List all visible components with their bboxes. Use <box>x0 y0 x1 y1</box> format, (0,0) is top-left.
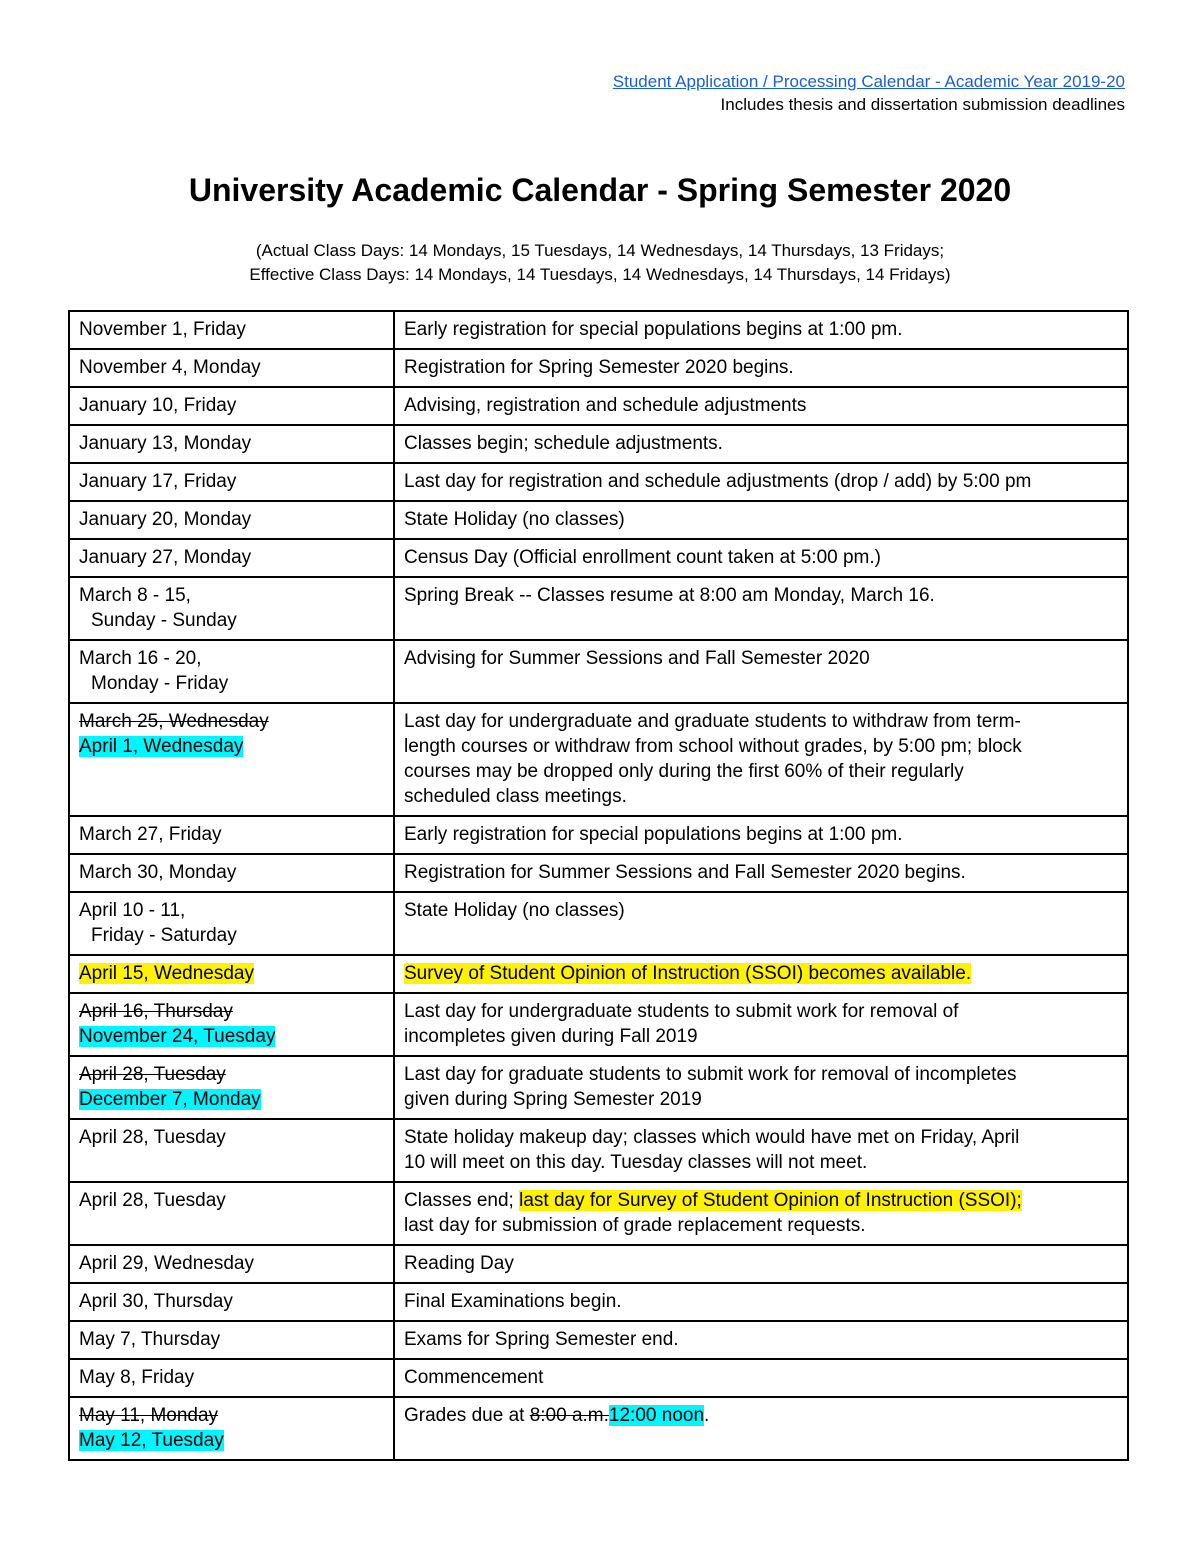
date-old: April 28, Tuesday <box>79 1064 226 1085</box>
actual-class-days: (Actual Class Days: 14 Mondays, 15 Tuesdays, 14 Wednesdays, 14 Thursdays, 13 Fridays; <box>255 241 945 260</box>
event: Classes begin; schedule adjustments. <box>404 433 723 454</box>
table-row <box>69 703 1128 816</box>
date: January 27, Monday <box>79 547 252 568</box>
date: November 4, Monday <box>79 357 261 378</box>
event-cell <box>394 1283 1128 1321</box>
event-line: 10 will meet on this day. Tuesday classes will not meet. <box>404 1152 868 1173</box>
date: January 10, Friday <box>79 395 237 416</box>
event-cell <box>394 1359 1128 1397</box>
date-cell <box>69 955 394 993</box>
date: January 17, Friday <box>79 471 237 492</box>
date: April 29, Wednesday <box>79 1253 254 1274</box>
event-new-time: 12:00 noon <box>608 1405 705 1426</box>
event-cell <box>394 539 1128 577</box>
date: April 15, Wednesday <box>79 963 254 984</box>
event-cell <box>394 1397 1128 1460</box>
table-row <box>69 425 1128 463</box>
table-row <box>69 1397 1128 1460</box>
event-cell <box>394 349 1128 387</box>
table-row <box>69 640 1128 703</box>
date-new: April 1, Wednesday <box>79 736 244 757</box>
date-range-days: Sunday - Sunday <box>91 610 237 631</box>
event: Last day for registration and schedule adjustments (drop / add) by 5:00 pm <box>404 471 1032 492</box>
table-row <box>69 1321 1128 1359</box>
date-range-days: Friday - Saturday <box>91 925 237 946</box>
table-row <box>69 387 1128 425</box>
event-line: Last day for graduate students to submit work for removal of incompletes <box>404 1064 1017 1085</box>
table-row <box>69 539 1128 577</box>
table-row <box>69 1182 1128 1245</box>
event-line: length courses or withdraw from school without grades, by 5:00 pm; block <box>404 736 1022 757</box>
date-cell <box>69 425 394 463</box>
event-cell <box>394 1182 1128 1245</box>
event: Early registration for special populations begins at 1:00 pm. <box>404 319 903 340</box>
table-row <box>69 1283 1128 1321</box>
event-cell <box>394 816 1128 854</box>
table-row <box>69 501 1128 539</box>
date-cell <box>69 577 394 640</box>
date-old: March 25, Wednesday <box>79 711 269 732</box>
date-cell <box>69 816 394 854</box>
table-row <box>69 1056 1128 1119</box>
date-cell <box>69 349 394 387</box>
date-new: May 12, Tuesday <box>79 1430 224 1451</box>
calendar-table <box>68 310 1129 1461</box>
event-cell <box>394 854 1128 892</box>
event-line: courses may be dropped only during the first 60% of their regularly <box>404 761 964 782</box>
event-prefix: Classes end; <box>404 1190 520 1211</box>
event-cell <box>394 703 1128 816</box>
date-cell <box>69 501 394 539</box>
page-title: University Academic Calendar - Spring Semester 2020 <box>188 172 1012 208</box>
date-cell <box>69 1182 394 1245</box>
date-cell <box>69 539 394 577</box>
date-cell <box>69 1283 394 1321</box>
date-cell <box>69 640 394 703</box>
event-line: scheduled class meetings. <box>404 786 627 807</box>
table-row <box>69 1359 1128 1397</box>
event: Exams for Spring Semester end. <box>404 1329 679 1350</box>
event-line: given during Spring Semester 2019 <box>404 1089 702 1110</box>
event: Commencement <box>404 1367 544 1388</box>
event-old-time: 8:00 a.m. <box>529 1405 609 1426</box>
table-row <box>69 349 1128 387</box>
table-row <box>69 311 1128 349</box>
table-row <box>69 854 1128 892</box>
event-line: State holiday makeup day; classes which would have met on Friday, April <box>404 1127 1020 1148</box>
date: April 28, Tuesday <box>79 1190 226 1211</box>
header-note: Includes thesis and dissertation submission deadlines <box>720 95 1125 114</box>
date-range-days: Monday - Friday <box>91 673 229 694</box>
date-cell <box>69 892 394 955</box>
date-cell <box>69 1321 394 1359</box>
event: Reading Day <box>404 1253 514 1274</box>
date: April 28, Tuesday <box>79 1127 226 1148</box>
table-row <box>69 1119 1128 1182</box>
event-suffix: . <box>704 1405 710 1426</box>
date-cell <box>69 1397 394 1460</box>
date-range: March 16 - 20, <box>79 648 202 669</box>
date-cell <box>69 993 394 1056</box>
date-cell <box>69 1119 394 1182</box>
event-cell <box>394 955 1128 993</box>
table-row <box>69 1245 1128 1283</box>
date-new: December 7, Monday <box>79 1089 261 1110</box>
event-line: Last day for undergraduate and graduate students to withdraw from term- <box>404 711 1021 732</box>
event-cell <box>394 1245 1128 1283</box>
event-cell <box>394 425 1128 463</box>
table-row <box>69 577 1128 640</box>
event-cell <box>394 1056 1128 1119</box>
date: November 1, Friday <box>79 319 246 340</box>
event-cell <box>394 892 1128 955</box>
table-row <box>69 955 1128 993</box>
date-old: April 16, Thursday <box>79 1001 233 1022</box>
event: State Holiday (no classes) <box>404 900 625 921</box>
event: Advising, registration and schedule adjustments <box>404 395 807 416</box>
date-cell <box>69 703 394 816</box>
event: Final Examinations begin. <box>404 1291 622 1312</box>
date-range: April 10 - 11, <box>79 900 186 921</box>
event-highlight: last day for Survey of Student Opinion of Instruction (SSOI); <box>519 1190 1022 1211</box>
event-cell <box>394 311 1128 349</box>
event-cell <box>394 387 1128 425</box>
event-cell <box>394 577 1128 640</box>
date: May 7, Thursday <box>79 1329 221 1350</box>
date: March 27, Friday <box>79 824 222 845</box>
event: Early registration for special populations begins at 1:00 pm. <box>404 824 903 845</box>
event: Spring Break -- Classes resume at 8:00 am Monday, March 16. <box>404 585 935 606</box>
date: January 13, Monday <box>79 433 252 454</box>
event: Registration for Spring Semester 2020 begins. <box>404 357 794 378</box>
table-row <box>69 892 1128 955</box>
date-old: May 11, Monday <box>79 1405 219 1426</box>
date-cell <box>69 854 394 892</box>
event-line: last day for submission of grade replacement requests. <box>404 1215 866 1236</box>
event-line: incompletes given during Fall 2019 <box>404 1026 698 1047</box>
date: January 20, Monday <box>79 509 252 530</box>
date-new: November 24, Tuesday <box>79 1026 276 1047</box>
table-row <box>69 993 1128 1056</box>
event-prefix: Grades due at <box>404 1405 530 1426</box>
event: State Holiday (no classes) <box>404 509 625 530</box>
event-cell <box>394 501 1128 539</box>
date: March 30, Monday <box>79 862 237 883</box>
date-range: March 8 - 15, <box>79 585 191 606</box>
table-row <box>69 816 1128 854</box>
event: Survey of Student Opinion of Instruction (SSOI) becomes available. <box>404 963 972 984</box>
event-line: Last day for undergraduate students to submit work for removal of <box>404 1001 959 1022</box>
date-cell <box>69 1056 394 1119</box>
event: Census Day (Official enrollment count taken at 5:00 pm.) <box>404 547 881 568</box>
date-cell <box>69 1359 394 1397</box>
class-days-summary <box>0 239 1200 287</box>
table-row <box>69 463 1128 501</box>
date: April 30, Thursday <box>79 1291 233 1312</box>
event-cell <box>394 1321 1128 1359</box>
date-cell <box>69 387 394 425</box>
effective-class-days: Effective Class Days: 14 Mondays, 14 Tuesdays, 14 Wednesdays, 14 Thursdays, 14 Fridays) <box>249 265 951 284</box>
calendar-link[interactable]: Student Application / Processing Calendar - Academic Year 2019-20 <box>612 72 1125 91</box>
date: May 8, Friday <box>79 1367 195 1388</box>
event: Registration for Summer Sessions and Fall Semester 2020 begins. <box>404 862 966 883</box>
event-cell <box>394 993 1128 1056</box>
event-cell <box>394 640 1128 703</box>
date-cell <box>69 1245 394 1283</box>
event: Advising for Summer Sessions and Fall Semester 2020 <box>404 648 870 669</box>
date-cell <box>69 463 394 501</box>
event-cell <box>394 1119 1128 1182</box>
event-cell <box>394 463 1128 501</box>
date-cell <box>69 311 394 349</box>
